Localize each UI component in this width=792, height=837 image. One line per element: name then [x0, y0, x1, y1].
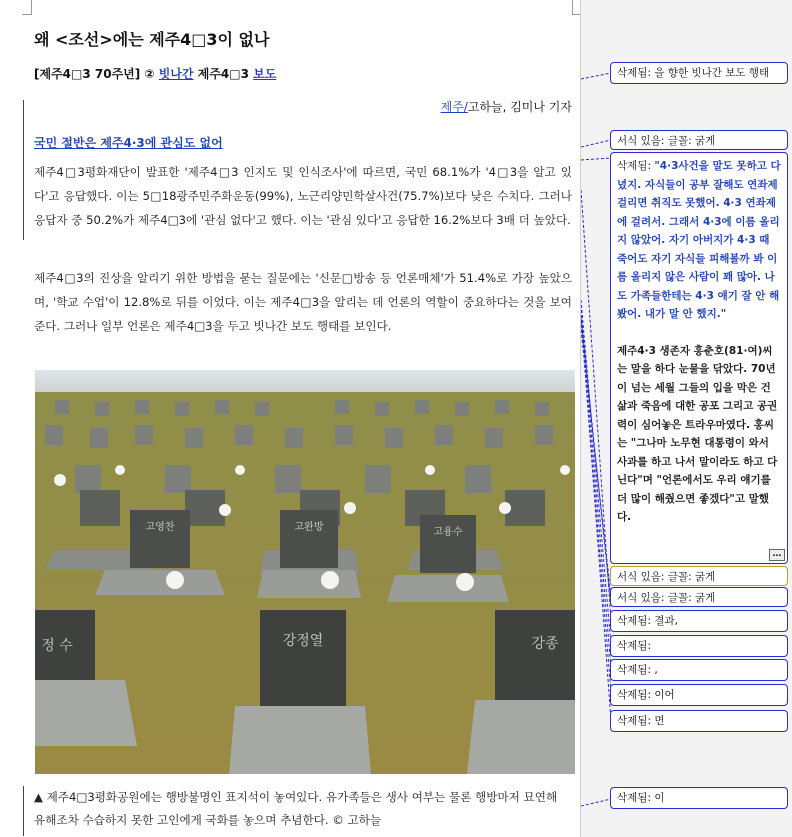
byline-names: 고하늘, 김미나 기자 [467, 100, 572, 114]
comment-balloon[interactable]: 삭제됨: 이어 [610, 684, 788, 706]
paragraph-1: 제주4□3평화재단이 발표한 '제주4□3 인지도 및 인식조사'에 따르면, 국민 68.1%가 '4□3을 알고 있다'고 응답했다. 이는 5□18광주민주화운동(99%), 노근리양민학살사건(75.7%)보다 낮은 수치다. 그러나 응답자 중 50.2%가 제주4□3에 '관심 없다'고 했다. 이는 '관심 있다'고 응답한 16.2%보다 3배 더 높았다. [34, 165, 572, 227]
stone-name: 고완방 [294, 522, 324, 533]
inserted-text: 제주/ [440, 100, 468, 114]
comment-balloon[interactable]: 삭제됨: [610, 635, 788, 657]
comment-label: 삭제됨 [617, 640, 648, 652]
subtitle-mid: 제주4□3 [193, 67, 254, 81]
margin-corner [22, 14, 32, 15]
comment-label: 삭제됨 [617, 67, 648, 79]
comment-text: 을 향한 빗나간 보도 행태 [654, 67, 770, 79]
comment-label: 삭제됨 [617, 664, 648, 676]
comment-text: "4·3사건을 말도 못하고 다녔지. 자식들이 공부 잘해도 연좌제 걸리면 취직도 못했어. 4·3 연좌제에 걸려서. 그래서 4·3에 이름 올리지 않았어. 자기 아버지가 4·3 때 죽어도 자기 자식들 피해볼까 봐 이름 올리지 않은 사람이 꽤 많아. 나도 가족들한테는 4·3 얘기 잘 안 해봤어. 내가 말 안 했지." [617, 160, 781, 320]
change-bar [23, 100, 24, 240]
comment-text: 글꼴: 굵게 [667, 135, 716, 147]
comment-balloon[interactable]: 삭제됨: 결과, [610, 610, 788, 632]
comment-balloon[interactable]: 삭제됨: , [610, 659, 788, 681]
comment-balloon[interactable]: 삭제됨: 을 향한 빗나간 보도 행태 [610, 62, 788, 84]
comment-text: 글꼴: 굵게 [667, 571, 716, 583]
stone-name: 강정열 [282, 633, 324, 649]
comment-label: 삭제됨 [617, 715, 648, 727]
comment-label: 서식 있음 [617, 592, 661, 604]
more-button[interactable]: … [769, 549, 785, 561]
inserted-text: 빗나간 [158, 67, 194, 81]
comment-balloon[interactable]: 삭제됨: 이 [610, 787, 788, 809]
comment-text: 면 [654, 715, 665, 727]
comment-label: 삭제됨 [617, 615, 648, 627]
comment-text: 제주4·3 생존자 홍춘호(81·여)씨는 말을 하다 눈물을 닦았다. 70년이 넘는 세월 그들의 입을 막은 건 삶과 죽음에 대한 공포 그리고 공권력이 심어놓은 트라우마였다. 홍씨는 "그나마 노무현 대통령이 와서 사과를 하고 나서 말이라도 하고 다닌다"며 "언론에서도 우리 얘기를 더 많이 해줬으면 좋겠다"고 말했다. [617, 344, 778, 523]
margin-corner [572, 0, 573, 14]
comment-text: 결과, [654, 615, 678, 627]
comment-label: 서식 있음 [617, 571, 661, 583]
article-title: 왜 <조선>에는 제주4□3이 없나 [34, 30, 270, 49]
margin-corner [31, 0, 32, 14]
comment-text: , [654, 664, 658, 676]
comment-balloon[interactable]: 서식 있음: 글꼴: 굵게 [610, 130, 788, 150]
comment-balloon-large[interactable] [610, 152, 788, 564]
comment-balloon[interactable]: 서식 있음: 글꼴: 굵게 [610, 587, 788, 607]
stone-name: 고용수 [433, 527, 463, 538]
comment-text: 이 [654, 792, 665, 804]
comment-label: 삭제됨: [617, 160, 655, 172]
comment-label: 서식 있음 [617, 135, 661, 147]
photo-caption: ▲ 제주4□3평화공원에는 행방불명인 표지석이 놓여있다. 유가족들은 생사 여부는 물론 행방마저 묘연해 유해조차 수습하지 못한 고인에게 국화를 놓으며 추념한다. © 고하늘 [34, 790, 558, 827]
change-bar [23, 786, 24, 836]
comment-balloon[interactable]: 서식 있음: 글꼴: 굵게 [610, 566, 788, 586]
stone-name: 고영찬 [145, 522, 175, 533]
comment-balloon[interactable]: 삭제됨: 면 [610, 710, 788, 732]
paragraph-2: 제주4□3의 진상을 알리기 위한 방법을 묻는 질문에는 '신문□방송 등 언론매체'가 51.4%로 가장 높았으며, '학교 수업'이 12.8%로 뒤를 이었다. 이는 제주4□3을 알리는 데 언론의 역할이 중요하다는 것을 보여준다. 그러나 일부 언론은 제주4□3을 두고 빗나간 보도 행태를 보인다. [34, 271, 572, 333]
inserted-text: 보도 [253, 67, 277, 81]
stone-name: 정 수 [41, 638, 73, 654]
stone-name: 강종 [531, 636, 559, 652]
byline [441, 98, 572, 115]
comment-text: 글꼴: 굵게 [667, 592, 716, 604]
subtitle-prefix: [제주4□3 70주년] ② [34, 67, 159, 81]
section-heading: 국민 절반은 제주4·3에 관심도 없어 [34, 136, 223, 150]
article-subtitle [34, 65, 276, 82]
comment-text: 이어 [654, 689, 675, 701]
comment-label: 삭제됨 [617, 792, 648, 804]
cemetery-photo [35, 370, 575, 774]
comment-label: 삭제됨 [617, 689, 648, 701]
